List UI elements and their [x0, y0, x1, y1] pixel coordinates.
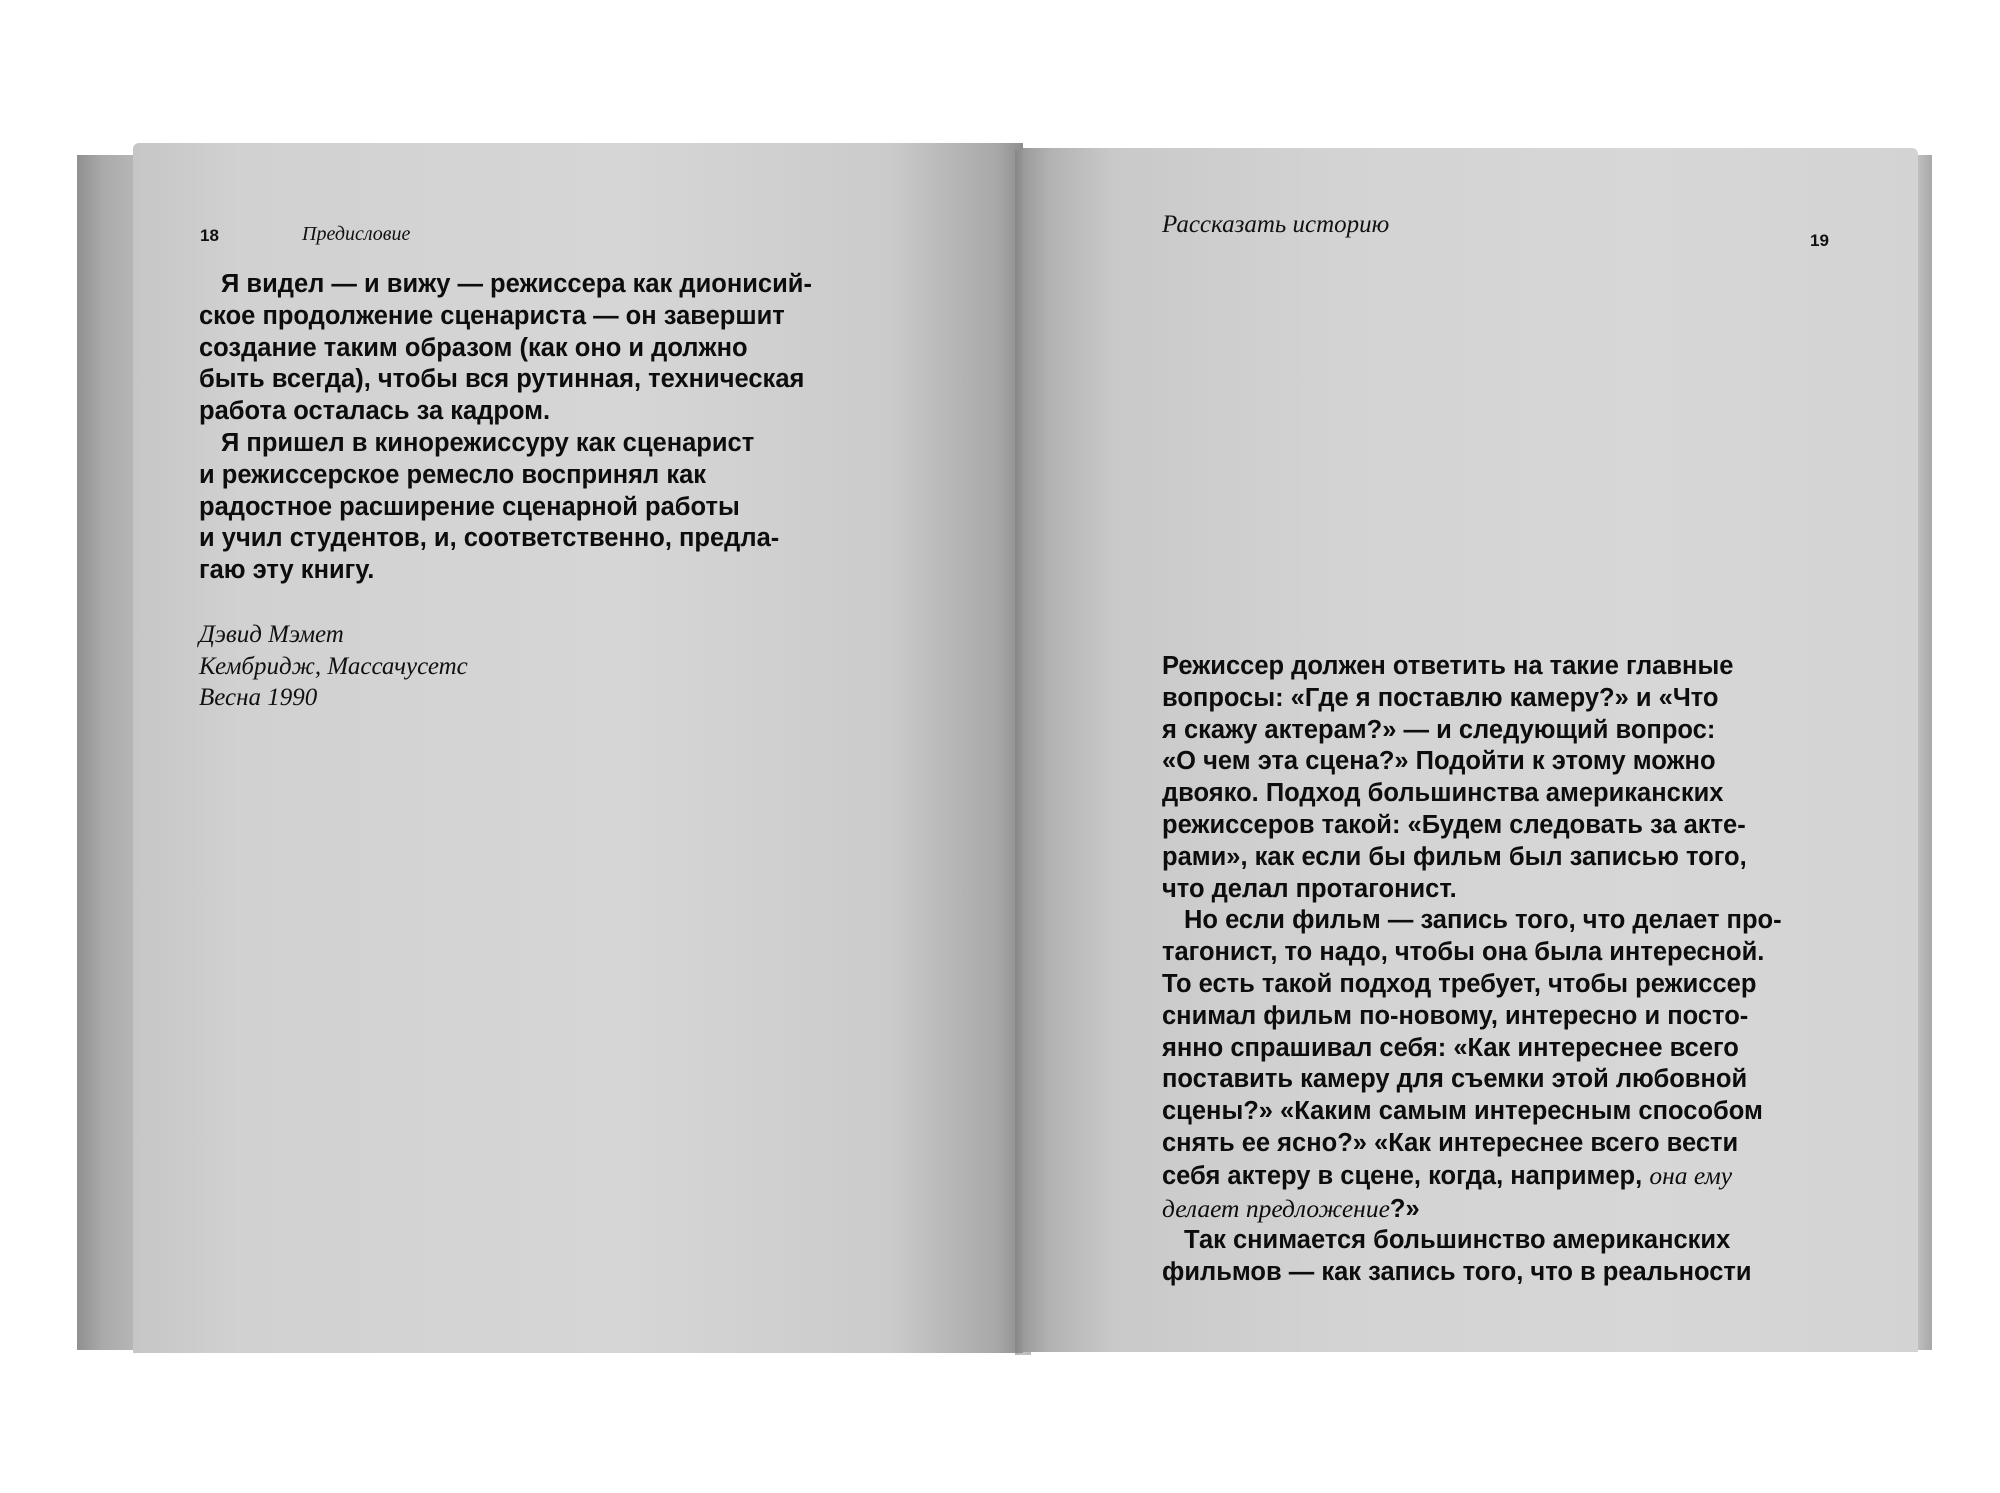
left-page-number: 18: [200, 226, 219, 245]
text-line: Но если фильм — запись того, что делает про-: [1184, 906, 1782, 935]
text-line: работа осталась за кадром.: [199, 397, 551, 426]
text-line: янно спрашивал себя: «Как интереснее всего: [1162, 1033, 1739, 1062]
signature-place: Кембридж, Массачусетс: [199, 652, 468, 680]
text-line: сцены?» «Каким самым интересным способом: [1162, 1097, 1763, 1126]
left-body-text: [199, 269, 812, 587]
text-line: гаю эту книгу.: [199, 556, 375, 585]
text-segment: ?»: [1389, 1194, 1420, 1223]
right-body-text: [1162, 651, 1782, 1289]
text-line: ское продолжение сценариста — он завершит: [199, 301, 785, 330]
text-line: То есть такой подход требует, чтобы режиссер: [1162, 969, 1757, 998]
text-line: создание таким образом (как оно и должно: [199, 333, 748, 362]
text-line: вопросы: «Где я поставлю камеру?» и «Что: [1162, 683, 1719, 712]
text-line: рами», как если бы фильм был записью того,: [1162, 842, 1747, 871]
text-line: тагонист, то надо, чтобы она была интересной.: [1162, 938, 1765, 967]
text-line-with-italic: [1162, 1193, 1782, 1226]
text-line: радостное расширение сценарной работы: [199, 492, 740, 521]
text-line: Я пришел в кинорежиссуру как сценарист: [221, 428, 755, 457]
text-line: Я видел — и вижу — режиссера как дионисий-: [221, 270, 812, 298]
text-line: я скажу актерам?» — и следующий вопрос:: [1162, 715, 1716, 744]
left-page: [133, 143, 1023, 1353]
italic-segment: делает предложение: [1162, 1193, 1390, 1223]
signature-author: Дэвид Мэмет: [199, 621, 344, 648]
text-line: «О чем эта сцена?» Подойти к этому можно: [1162, 747, 1716, 776]
text-line-with-italic: [1162, 1160, 1782, 1193]
text-line: двояко. Подход большинства американских: [1162, 779, 1724, 808]
text-segment: себя актеру в сцене, когда, например,: [1162, 1161, 1650, 1190]
text-line: снять ее ясно?» «Как интереснее всего вести: [1162, 1128, 1739, 1157]
left-running-head: Предисловие: [302, 223, 411, 245]
text-line: Так снимается большинство американских: [1184, 1226, 1731, 1255]
text-line: фильмов — как запись того, что в реальности: [1162, 1258, 1752, 1287]
signature-date: Весна 1990: [199, 684, 318, 711]
text-line: быть всегда), чтобы вся рутинная, техническая: [199, 365, 805, 394]
text-line: и режиссерское ремесло воспринял как: [199, 460, 707, 489]
text-line: снимал фильм по-новому, интересно и посто-: [1162, 1001, 1749, 1030]
right-page-number: 19: [1810, 231, 1829, 250]
text-line: и учил студентов, и, соответственно, предла-: [199, 524, 780, 553]
italic-segment: она ему: [1649, 1160, 1733, 1190]
text-line: Режиссер должен ответить на такие главные: [1162, 652, 1734, 680]
text-line: что делал протагонист.: [1162, 874, 1457, 903]
text-line: режиссеров такой: «Будем следовать за акте-: [1162, 810, 1746, 839]
right-page: [1023, 148, 1918, 1352]
left-page-stack-edge: [77, 155, 137, 1350]
text-line: поставить камеру для съемки этой любовной: [1162, 1065, 1748, 1094]
signature-block: [199, 619, 468, 714]
right-running-head: Рассказать историю: [1162, 211, 1390, 238]
